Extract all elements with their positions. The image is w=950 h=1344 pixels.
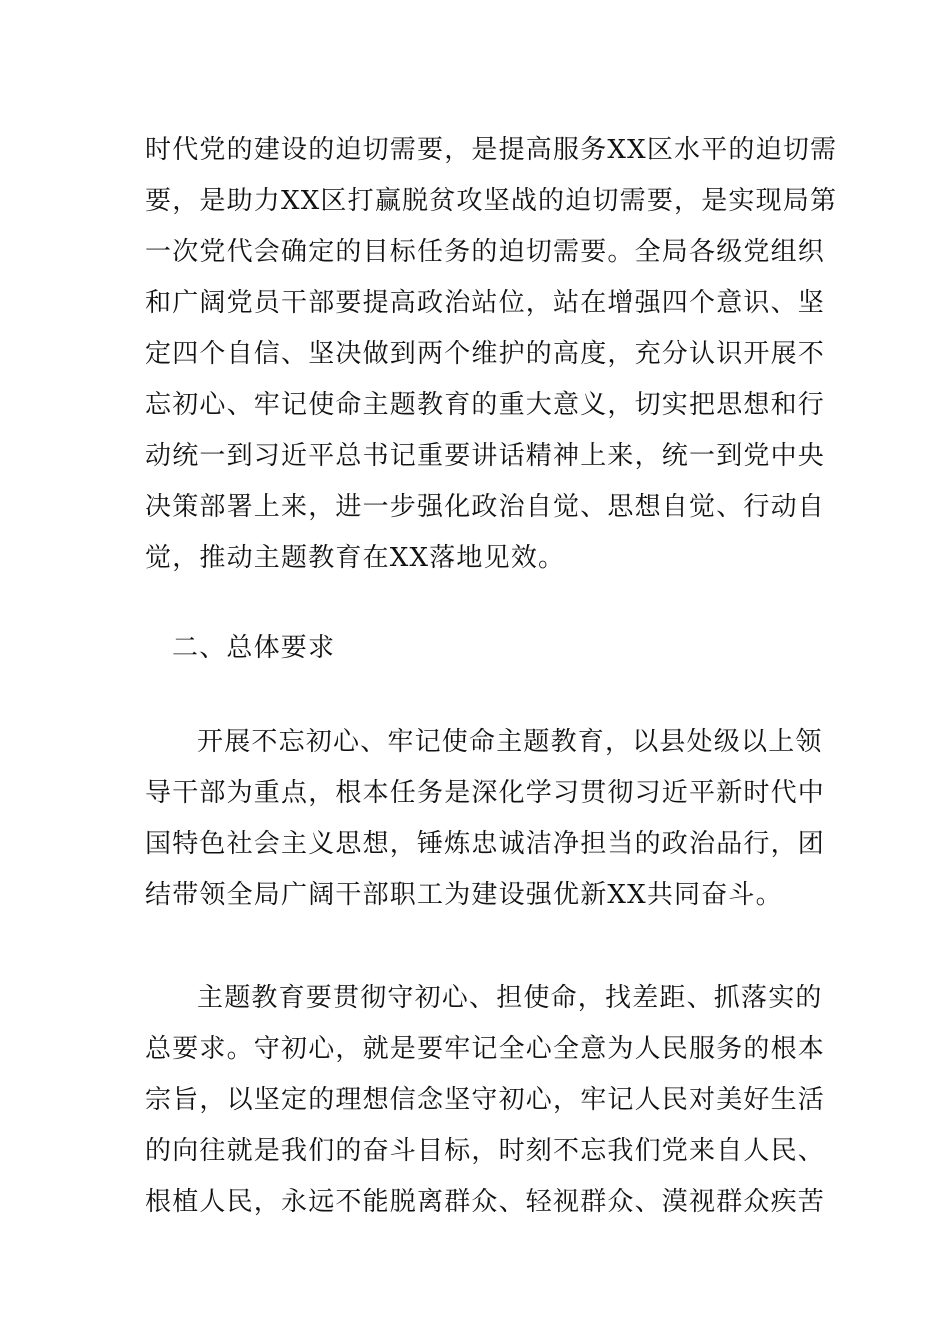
- text-line: 一次党代会确定的目标任务的迫切需要。全局各级党组织: [145, 237, 826, 267]
- text-line: 决策部署上来，进一步强化政治自觉、思想自觉、行动自: [145, 492, 826, 522]
- text-line: 主题教育要贯彻守初心、担使命，找差距、抓落实的: [197, 983, 823, 1013]
- text-line: 觉，推动主题教育在XX落地见效。: [145, 543, 566, 573]
- text-line: 结带领全局广阔干部职工为建设强优新XX共同奋斗。: [145, 880, 783, 910]
- text-line: 开展不忘初心、牢记使命主题教育，以县处级以上领: [197, 727, 823, 757]
- text-line: 忘初心、牢记使命主题教育的重大意义，切实把思想和行: [145, 390, 826, 420]
- text-line: 根植人民，永远不能脱离群众、轻视群众、漠视群众疾苦: [145, 1187, 826, 1217]
- text-line: 时代党的建设的迫切需要，是提高服务XX区水平的迫切需: [145, 135, 838, 165]
- section-heading: 二、总体要求: [172, 633, 336, 663]
- text-line: 的向往就是我们的奋斗目标，时刻不忘我们党来自人民、: [145, 1136, 826, 1166]
- text-line: 宗旨，以坚定的理想信念坚守初心，牢记人民对美好生活: [145, 1085, 826, 1115]
- text-line: 导干部为重点，根本任务是深化学习贯彻习近平新时代中: [145, 778, 826, 808]
- text-line: 定四个自信、坚决做到两个维护的高度，充分认识开展不: [145, 339, 826, 369]
- text-line: 动统一到习近平总书记重要讲话精神上来，统一到党中央: [145, 441, 826, 471]
- text-line: 要，是助力XX区打赢脱贫攻坚战的迫切需要，是实现局第: [145, 186, 838, 216]
- text-line: 国特色社会主义思想，锤炼忠诚洁净担当的政治品行，团: [145, 829, 826, 859]
- text-line: 和广阔党员干部要提高政治站位，站在增强四个意识、坚: [145, 288, 826, 318]
- text-line: 总要求。守初心，就是要牢记全心全意为人民服务的根本: [145, 1034, 826, 1064]
